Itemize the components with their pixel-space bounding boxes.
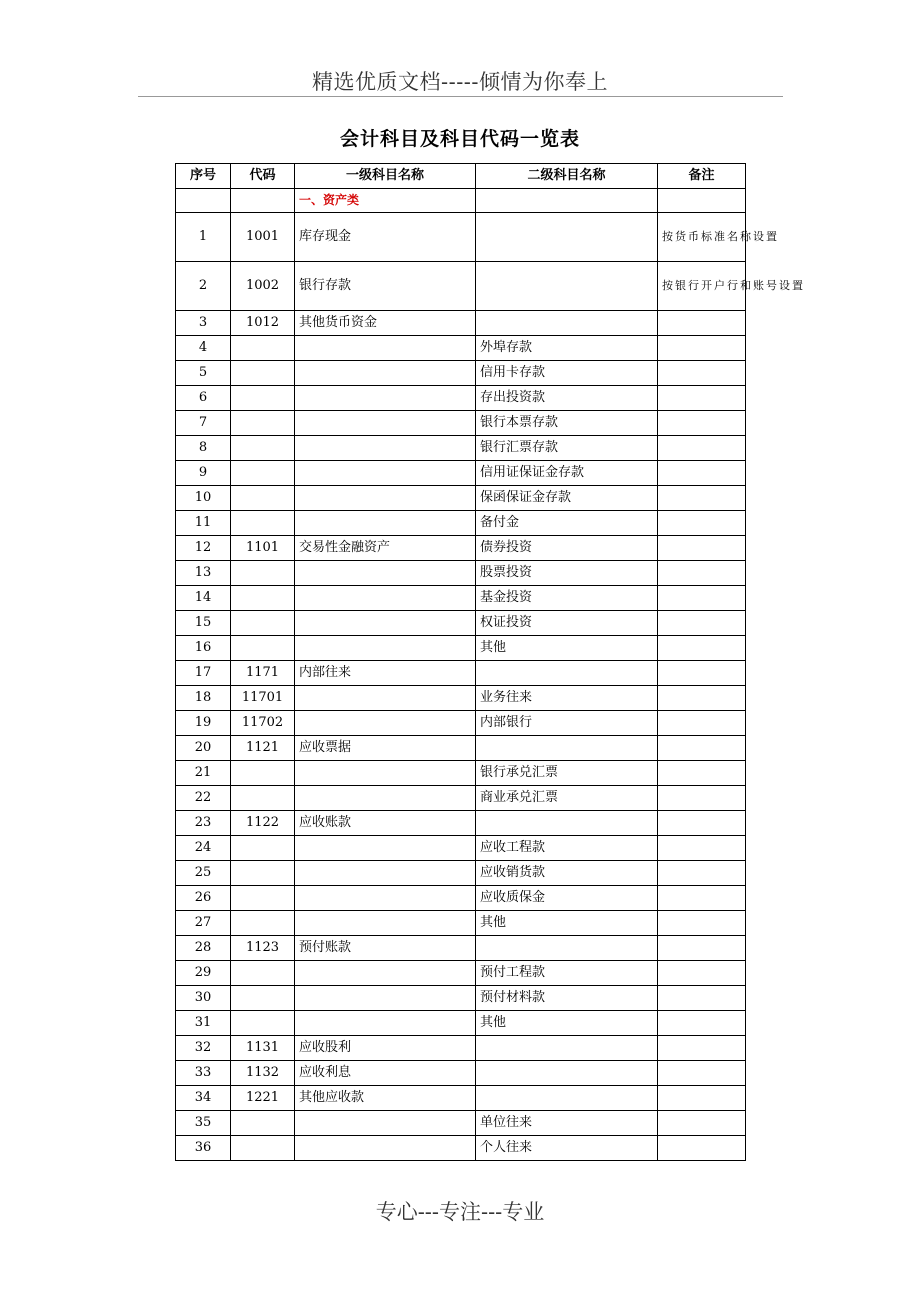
seq-cell: 21	[176, 761, 231, 786]
seq-cell: 26	[176, 886, 231, 911]
note-cell: 按货币标准名称设置	[658, 213, 746, 262]
code-cell	[231, 511, 295, 536]
code-cell	[231, 1136, 295, 1161]
code-cell: 1121	[231, 736, 295, 761]
seq-cell: 33	[176, 1061, 231, 1086]
level1-name-cell	[295, 911, 476, 936]
table-row	[176, 861, 746, 886]
seq-cell: 6	[176, 386, 231, 411]
page-footer: 专心---专注---专业	[375, 1200, 545, 1224]
note-cell	[658, 586, 746, 611]
code-cell	[231, 836, 295, 861]
code-cell	[231, 361, 295, 386]
column-header-code: 代码	[231, 164, 295, 189]
code-cell	[231, 611, 295, 636]
level1-name-cell: 库存现金	[295, 213, 476, 262]
level1-name-cell	[295, 686, 476, 711]
note-cell	[658, 961, 746, 986]
code-cell	[231, 961, 295, 986]
table-body	[176, 189, 805, 1161]
seq-cell: 35	[176, 1111, 231, 1136]
level2-name-cell: 信用证保证金存款	[476, 461, 658, 486]
seq-cell: 19	[176, 711, 231, 736]
level1-name-cell	[295, 611, 476, 636]
seq-cell: 12	[176, 536, 231, 561]
column-header-note: 备注	[658, 164, 746, 189]
note-cell: 按银行开户行和账号设置	[658, 262, 746, 311]
table-row	[176, 786, 746, 811]
table-row	[176, 561, 746, 586]
level2-name-cell	[476, 736, 658, 761]
seq-cell: 36	[176, 1136, 231, 1161]
seq-cell: 14	[176, 586, 231, 611]
table-row	[176, 936, 746, 961]
level1-name-cell: 应收票据	[295, 736, 476, 761]
level1-name-cell	[295, 861, 476, 886]
seq-cell: 28	[176, 936, 231, 961]
column-header-seq: 序号	[176, 164, 231, 189]
seq-cell: 11	[176, 511, 231, 536]
level2-name-cell: 其他	[476, 911, 658, 936]
level2-name-cell: 债券投资	[476, 536, 658, 561]
level1-name-cell	[295, 1011, 476, 1036]
table-row	[176, 986, 746, 1011]
table-row	[176, 361, 746, 386]
note-cell	[658, 311, 746, 336]
table-row	[176, 536, 746, 561]
level2-name-cell: 外埠存款	[476, 336, 658, 361]
code-cell: 1171	[231, 661, 295, 686]
level1-name-cell: 银行存款	[295, 262, 476, 311]
level2-name-cell: 股票投资	[476, 561, 658, 586]
table-row	[176, 262, 746, 311]
level1-name-cell	[295, 1136, 476, 1161]
note-cell	[658, 511, 746, 536]
table-row	[176, 961, 746, 986]
level2-name-cell: 商业承兑汇票	[476, 786, 658, 811]
table-row	[176, 811, 746, 836]
note-cell	[658, 611, 746, 636]
seq-cell: 10	[176, 486, 231, 511]
code-cell: 1012	[231, 311, 295, 336]
code-cell	[231, 461, 295, 486]
code-cell: 1132	[231, 1061, 295, 1086]
level2-name-cell: 业务往来	[476, 686, 658, 711]
level1-name-cell	[295, 986, 476, 1011]
level2-name-cell	[476, 936, 658, 961]
level2-name-cell	[476, 1061, 658, 1086]
note-cell	[658, 786, 746, 811]
table-row	[176, 886, 746, 911]
note-cell	[658, 436, 746, 461]
note-cell	[658, 936, 746, 961]
note-cell	[658, 461, 746, 486]
level2-name-cell: 其他	[476, 636, 658, 661]
table-row	[176, 711, 746, 736]
level2-name-cell: 预付工程款	[476, 961, 658, 986]
note-cell	[658, 536, 746, 561]
seq-cell: 31	[176, 1011, 231, 1036]
seq-cell: 29	[176, 961, 231, 986]
code-cell	[231, 761, 295, 786]
note-cell	[658, 811, 746, 836]
note-cell	[658, 561, 746, 586]
table-row	[176, 686, 746, 711]
note-cell	[658, 836, 746, 861]
code-cell	[231, 1111, 295, 1136]
code-cell	[231, 636, 295, 661]
level1-name-cell	[295, 1111, 476, 1136]
note-cell	[658, 1111, 746, 1136]
note-cell	[658, 1011, 746, 1036]
seq-cell: 1	[176, 213, 231, 262]
level1-name-cell: 应收账款	[295, 811, 476, 836]
note-cell	[658, 861, 746, 886]
table-row	[176, 1061, 746, 1086]
seq-cell: 16	[176, 636, 231, 661]
level1-name-cell: 应收利息	[295, 1061, 476, 1086]
note-cell	[658, 986, 746, 1011]
code-cell	[231, 336, 295, 361]
seq-cell: 2	[176, 262, 231, 311]
code-cell	[231, 486, 295, 511]
code-cell	[231, 561, 295, 586]
level2-name-cell	[476, 311, 658, 336]
seq-cell: 13	[176, 561, 231, 586]
level1-name-cell	[295, 761, 476, 786]
note-cell	[658, 911, 746, 936]
table-row	[176, 586, 746, 611]
level1-name-cell	[295, 386, 476, 411]
table-row	[176, 213, 746, 262]
level2-name-cell: 银行承兑汇票	[476, 761, 658, 786]
seq-cell: 17	[176, 661, 231, 686]
level2-name-cell: 基金投资	[476, 586, 658, 611]
seq-cell: 8	[176, 436, 231, 461]
level2-name-cell: 预付材料款	[476, 986, 658, 1011]
code-cell	[231, 586, 295, 611]
account-table	[175, 163, 805, 1161]
seq-cell: 23	[176, 811, 231, 836]
level2-name-cell: 银行本票存款	[476, 411, 658, 436]
level2-name-cell: 应收销货款	[476, 861, 658, 886]
level1-name-cell	[295, 711, 476, 736]
level1-name-cell: 其他货币资金	[295, 311, 476, 336]
table-row	[176, 461, 746, 486]
code-cell	[231, 986, 295, 1011]
code-cell	[231, 386, 295, 411]
seq-cell: 30	[176, 986, 231, 1011]
table-row	[176, 1011, 746, 1036]
level1-name-cell	[295, 586, 476, 611]
table-row	[176, 611, 746, 636]
table-row	[176, 511, 746, 536]
level1-name-cell	[295, 961, 476, 986]
code-cell	[231, 1011, 295, 1036]
note-cell	[658, 736, 746, 761]
seq-cell: 27	[176, 911, 231, 936]
level2-name-cell: 信用卡存款	[476, 361, 658, 386]
code-cell: 11701	[231, 686, 295, 711]
seq-cell: 34	[176, 1086, 231, 1111]
code-cell	[231, 436, 295, 461]
level2-name-cell: 个人往来	[476, 1136, 658, 1161]
level1-name-cell: 其他应收款	[295, 1086, 476, 1111]
level2-name-cell: 单位往来	[476, 1111, 658, 1136]
level2-name-cell	[476, 811, 658, 836]
table-row	[176, 736, 746, 761]
note-cell	[658, 661, 746, 686]
level2-name-cell: 银行汇票存款	[476, 436, 658, 461]
level1-name-cell: 应收股利	[295, 1036, 476, 1061]
code-cell: 1001	[231, 213, 295, 262]
seq-cell: 7	[176, 411, 231, 436]
level1-name-cell: 预付账款	[295, 936, 476, 961]
table-row	[176, 486, 746, 511]
table-row	[176, 1111, 746, 1136]
table-row	[176, 661, 746, 686]
seq-cell: 32	[176, 1036, 231, 1061]
note-cell	[658, 361, 746, 386]
table-row	[176, 1036, 746, 1061]
level1-name-cell	[295, 511, 476, 536]
note-cell	[658, 761, 746, 786]
table-row	[176, 386, 746, 411]
seq-cell: 18	[176, 686, 231, 711]
table-header-row	[176, 164, 746, 189]
level1-name-cell	[295, 561, 476, 586]
table-row	[176, 1086, 746, 1111]
level2-name-cell	[476, 661, 658, 686]
level2-name-cell: 其他	[476, 1011, 658, 1036]
table-row	[176, 761, 746, 786]
seq-cell: 15	[176, 611, 231, 636]
seq-cell: 22	[176, 786, 231, 811]
level2-name-cell: 备付金	[476, 511, 658, 536]
note-cell	[658, 486, 746, 511]
code-cell	[231, 411, 295, 436]
level2-name-cell	[476, 262, 658, 311]
level1-name-cell	[295, 436, 476, 461]
code-cell: 1122	[231, 811, 295, 836]
code-cell	[231, 886, 295, 911]
note-cell	[658, 636, 746, 661]
column-header-level2: 二级科目名称	[476, 164, 658, 189]
level1-name-cell: 交易性金融资产	[295, 536, 476, 561]
code-cell	[231, 911, 295, 936]
table-row	[176, 411, 746, 436]
level1-name-cell: 内部往来	[295, 661, 476, 686]
code-cell: 11702	[231, 711, 295, 736]
level2-name-cell: 应收工程款	[476, 836, 658, 861]
code-cell	[231, 786, 295, 811]
seq-cell: 3	[176, 311, 231, 336]
table-row	[176, 636, 746, 661]
seq-cell: 4	[176, 336, 231, 361]
note-cell	[658, 411, 746, 436]
level2-name-cell: 内部银行	[476, 711, 658, 736]
note-cell	[658, 1061, 746, 1086]
seq-cell: 20	[176, 736, 231, 761]
code-cell: 1221	[231, 1086, 295, 1111]
table-row	[176, 1136, 746, 1161]
table-row	[176, 911, 746, 936]
page-header: 精选优质文档-----倾情为你奉上	[312, 70, 608, 94]
code-cell: 1131	[231, 1036, 295, 1061]
seq-cell: 24	[176, 836, 231, 861]
note-cell	[658, 886, 746, 911]
column-header-level1: 一级科目名称	[295, 164, 476, 189]
level1-name-cell	[295, 886, 476, 911]
level1-name-cell	[295, 786, 476, 811]
level1-name-cell	[295, 836, 476, 861]
code-cell: 1002	[231, 262, 295, 311]
table-row	[176, 836, 746, 861]
level2-name-cell: 存出投资款	[476, 386, 658, 411]
seq-cell: 25	[176, 861, 231, 886]
section-row	[176, 189, 746, 213]
table-row	[176, 336, 746, 361]
table-row	[176, 311, 746, 336]
seq-cell: 5	[176, 361, 231, 386]
level1-name-cell	[295, 336, 476, 361]
note-cell	[658, 386, 746, 411]
level1-name-cell	[295, 361, 476, 386]
table-row	[176, 436, 746, 461]
note-cell	[658, 336, 746, 361]
note-cell	[658, 686, 746, 711]
level2-name-cell	[476, 1036, 658, 1061]
section-label: 一、资产类	[299, 193, 360, 207]
note-cell	[658, 711, 746, 736]
level2-name-cell	[476, 1086, 658, 1111]
level1-name-cell	[295, 636, 476, 661]
seq-cell: 9	[176, 461, 231, 486]
document-title: 会计科目及科目代码一览表	[339, 128, 580, 150]
header-divider	[138, 96, 783, 97]
note-cell	[658, 1086, 746, 1111]
level2-name-cell: 权证投资	[476, 611, 658, 636]
note-cell	[658, 1136, 746, 1161]
level1-name-cell	[295, 411, 476, 436]
level1-name-cell	[295, 461, 476, 486]
code-cell	[231, 861, 295, 886]
level2-name-cell: 保函保证金存款	[476, 486, 658, 511]
level1-name-cell	[295, 486, 476, 511]
level2-name-cell	[476, 213, 658, 262]
note-cell	[658, 1036, 746, 1061]
code-cell: 1101	[231, 536, 295, 561]
level2-name-cell: 应收质保金	[476, 886, 658, 911]
code-cell: 1123	[231, 936, 295, 961]
